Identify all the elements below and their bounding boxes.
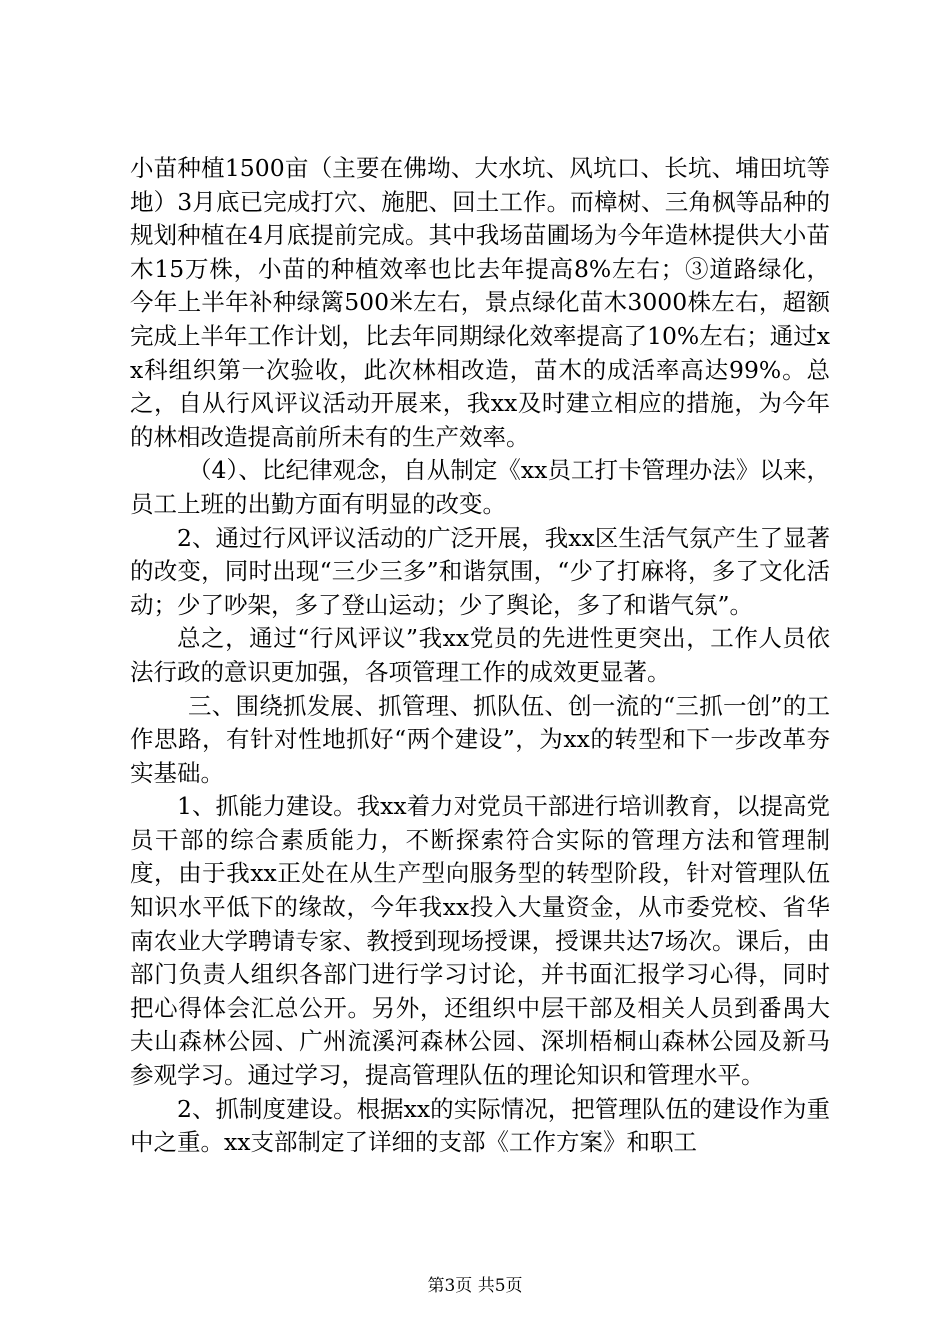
paragraph-summary: 总之，通过“行风评议”我xx党员的先进性更突出，工作人员依法行政的意识更加强，各项管理工作的成效更显著。 <box>130 624 830 686</box>
page-number-footer: 第3页 共5页 <box>427 1276 523 1296</box>
paragraph-living-atmosphere: 2、通过行风评议活动的广泛开展，我xx区生活气氛产生了显著的改变，同时出现“三少三多”和谐氛围，“少了打麻将，多了文化活动；少了吵架，多了登山运动；少了舆论，多了和谐气氛”。 <box>130 523 830 619</box>
paragraph-discipline: （4）、比纪律观念，自从制定《xx员工打卡管理办法》以来，员工上班的出勤方面有明显的改变。 <box>130 456 830 518</box>
paragraph-system-building: 2、抓制度建设。根据xx的实际情况，把管理队伍的建设作为重中之重。xx支部制定了详细的支部《工作方案》和职工 <box>130 1094 830 1157</box>
paragraph-afforestation-results: 小苗种植1500亩（主要在佛坳、大水坑、风坑口、长坑、埔田坑等地）3月底已完成打穴、施肥、回土工作。而樟树、三角枫等品种的规划种植在4月底提前完成。其中我场苗圃场为今年造林提供大小苗木15万株，小苗的种植效率也比去年提高8%左右；③道路绿化，今年上半年补种绿篱500米左右，景点绿化苗木3000株左右，超额完成上半年工作计划，比去年同期绿化效率提高了10%左右；通过xx科组织第一次验收，此次林相改造，苗木的成活率高达99%。总之，自从行风评议活动开展来，我xx及时建立相应的措施，为今年的林相改造提高前所未有的生产效率。 <box>130 154 830 451</box>
document-body <box>130 152 830 1160</box>
paragraph-capacity-building: 1、抓能力建设。我xx着力对党员干部进行培训教育，以提高党员干部的综合素质能力，不断探索符合实际的管理方法和管理制度，由于我xx正处在从生产型向服务型的转型阶段，针对管理队伍知识水平低下的缘故，今年我xx投入大量资金，从市委党校、省华南农业大学聘请专家、教授到现场授课，授课共达7场次。课后，由部门负责人组织各部门进行学习讨论，并书面汇报学习心得，同时把心得体会汇总公开。另外，还组织中层干部及相关人员到番禺大夫山森林公园、广州流溪河森林公园、深圳梧桐山森林公园及新马参观学习。通过学习，提高管理队伍的理论知识和管理水平。 <box>130 792 830 1090</box>
paragraph-section-three-heading: 三、围绕抓发展、抓管理、抓队伍、创一流的“三抓一创”的工作思路，有针对性地抓好“两个建设”，为xx的转型和下一步改革夯实基础。 <box>130 691 830 787</box>
